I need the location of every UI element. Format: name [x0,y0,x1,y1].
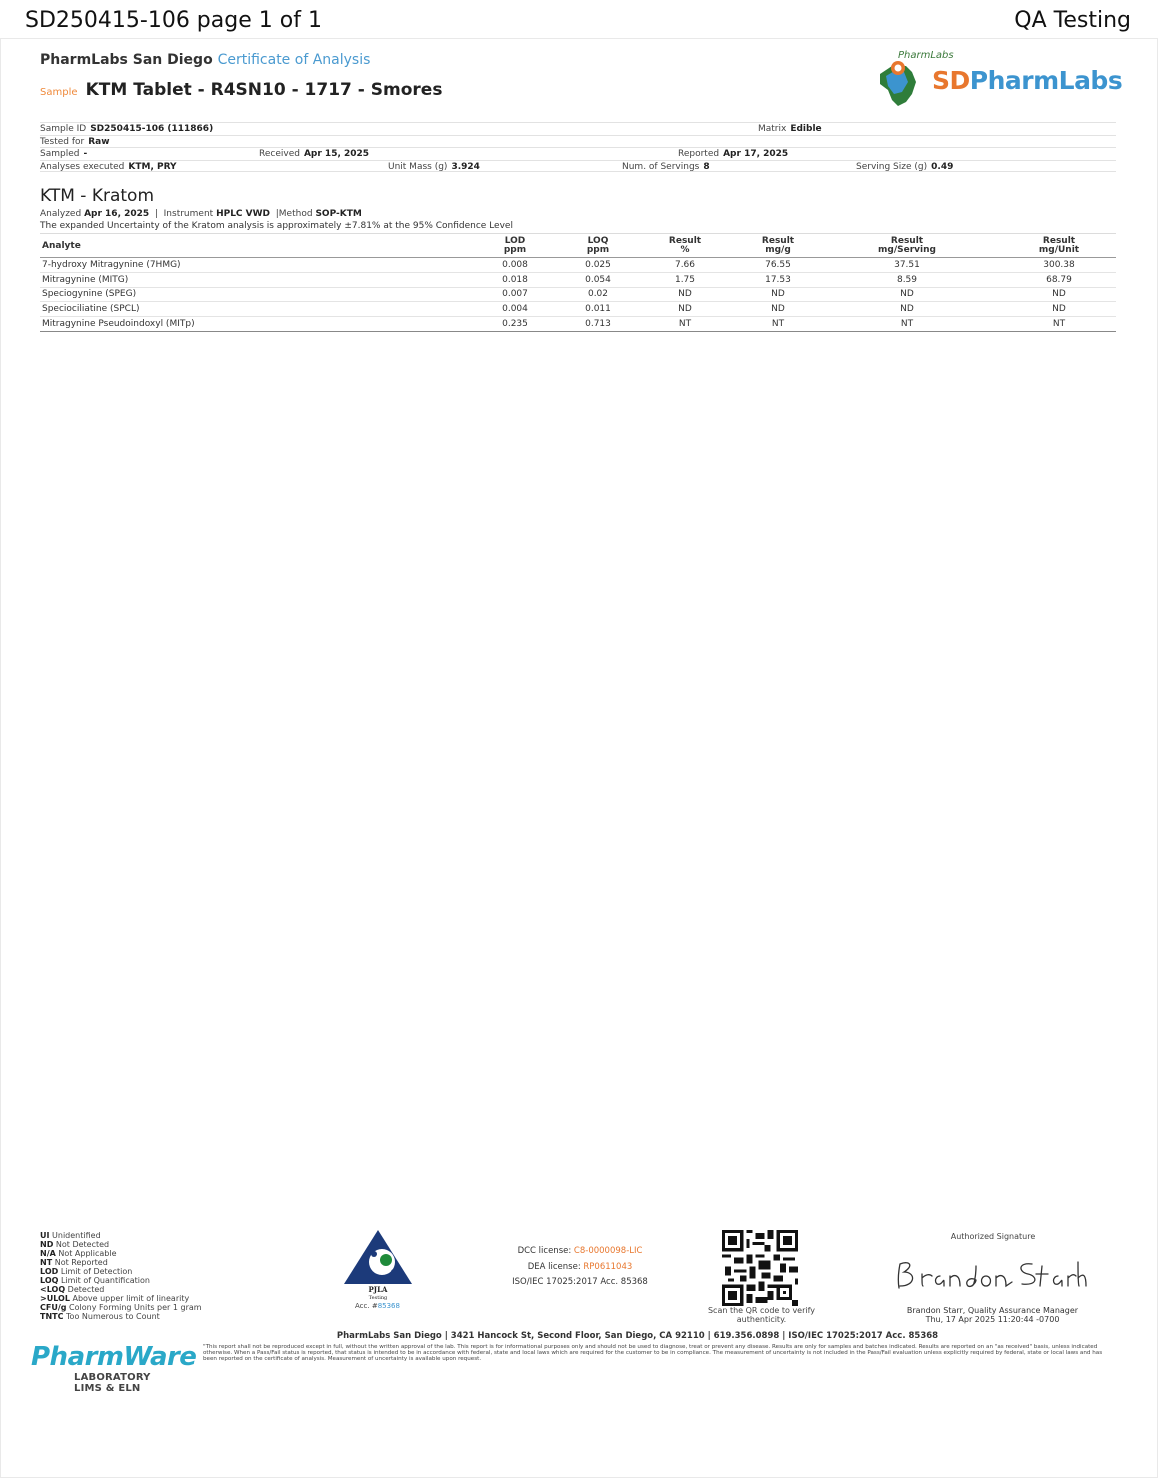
header-result-mgg: Result mg/g [744,234,812,258]
iso-accreditation: ISO/IEC 17025:2017 Acc. 85368 [512,1277,648,1287]
dea-license: DEA license: RP0611043 [527,1261,633,1272]
lod-value: 0.235 [460,317,570,332]
logo-sd: SD [932,66,970,95]
table-row [40,287,1116,302]
pharmware-logo [31,1342,197,1394]
sampled-field: Sampled - [40,149,88,159]
result-pct: NT [626,317,744,332]
header-result-mgserving: Result mg/Serving [812,234,1002,258]
result-mgg: 76.55 [744,258,812,273]
result-mgunit: 68.79 [1002,272,1116,287]
viewer-top-bar [0,0,1158,44]
sample-info-block [40,122,1116,172]
legend-item: LOQ Limit of Quantification [40,1276,150,1285]
info-row-tested-for [40,135,1116,148]
legend-item: N/A Not Applicable [40,1249,117,1258]
sample-id-field: Sample ID SD250415-106 (111866) [40,124,214,134]
legend-item: UI Unidentified [40,1231,101,1240]
handwritten-signature [892,1252,1092,1296]
header-loq: LOQ ppm [570,234,626,258]
sample-line [40,80,442,100]
loq-value: 0.713 [570,317,626,332]
info-row-analyses [40,160,1116,173]
analyte-name: Speciogynine (SPEG) [40,287,460,302]
result-pct: 7.66 [626,258,744,273]
pjla-name: PJLA [368,1285,388,1294]
document-page-title: SD250415-106 page 1 of 1 [25,8,322,33]
table-row [40,272,1116,287]
received-field: Received Apr 15, 2025 [259,149,370,159]
logo-wordmark [932,66,1122,95]
analysis-meta: Analyzed Apr 16, 2025 | Instrument HPLC VWD |Method SOP-KTM [40,209,362,219]
result-mgg: ND [744,302,812,317]
result-mgserving: ND [812,302,1002,317]
signature-image [892,1252,1092,1296]
result-mgserving: 8.59 [812,272,1002,287]
signature-label: Authorized Signature [950,1232,1036,1241]
sample-name: KTM Tablet - R4SN10 - 1717 - Smores [85,80,443,100]
signature-date: Thu, 17 Apr 2025 11:20:44 -0700 [925,1315,1060,1324]
analyte-name: Mitragynine Pseudoindoxyl (MITp) [40,317,460,332]
table-row [40,317,1116,332]
verification-qr-code[interactable] [722,1230,798,1306]
lab-name: PharmLabs San Diego [40,52,213,68]
lod-value: 0.008 [460,258,570,273]
info-row-sample-id [40,122,1116,135]
logo-arc-text: PharmLabs [898,50,954,61]
unit-mass-field: Unit Mass (g) 3.924 [388,161,480,172]
footer-address: PharmLabs San Diego | 3421 Hancock St, Second Floor, San Diego, CA 92110 | 619.356.0898 | ISO/IEC 17025:2017 Acc. 85368 [336,1331,939,1341]
lod-value: 0.007 [460,287,570,302]
result-mgserving: 37.51 [812,258,1002,273]
loq-value: 0.02 [570,287,626,302]
result-mgunit: 300.38 [1002,258,1116,273]
legend-item: TNTC Too Numerous to Count [40,1312,160,1321]
logo-pharmlabs: PharmLabs [969,66,1123,95]
result-mgserving: ND [812,287,1002,302]
matrix-field: Matrix Edible [758,124,822,134]
pjla-sub: Testing [368,1295,388,1301]
header-result-mgunit: Result mg/Unit [1002,234,1116,258]
sdpharmlabs-logo [872,50,1123,110]
legend-item: ND Not Detected [40,1240,110,1249]
pjla-triangle-icon [342,1228,414,1302]
footer-disclaimer: "This report shall not be reproduced except in full, without the written approval of the lab. This report is for informational purposes only and should not be used to diagnose, treat or prevent any disease. Results are only for samples and batches indicated. Results are reported on an "as received" basis, unless indicated otherwise. When a Pass/Fail status is reported, that status is intended to be in accordance with federal, state and local laws which are required for the customer to be in compliance. The measurement of uncertainty is not included in the Pass/Fail evaluation unless explicitly required by federal, state or local laws and has been reported on the certificate of analysis. Measurement of uncertainty is available upon request. [203,1344,1103,1363]
result-mgunit: ND [1002,287,1116,302]
signatory-name: Brandon Starr, Quality Assurance Manager [906,1306,1079,1315]
header-result-pct: Result % [626,234,744,258]
section-title: KTM - Kratom [40,186,155,206]
legend-item: <LOQ Detected [40,1285,105,1294]
analyte-name: Mitragynine (MITG) [40,272,460,287]
license-block [470,1244,690,1291]
signatory [890,1306,1095,1324]
qr-caption: Scan the QR code to verify authenticity. [707,1306,816,1324]
result-pct: 1.75 [626,272,744,287]
pjla-acc-number: Acc. #85368 [355,1302,400,1310]
table-header-row [40,234,1116,258]
legend-item: NT Not Reported [40,1258,108,1267]
tested-for-field: Tested for Raw [40,136,110,147]
lab-header [40,52,370,68]
uncertainty-note: The expanded Uncertainty of the Kratom analysis is approximately ±7.81% at the 95% Confidence Level [40,221,513,231]
qa-testing-title: QA Testing [1014,8,1131,33]
loq-value: 0.054 [570,272,626,287]
analyte-name: 7-hydroxy Mitragynine (7HMG) [40,258,460,273]
serving-size-field: Serving Size (g) 0.49 [856,161,954,172]
info-row-dates [40,147,1116,160]
table-row [40,302,1116,317]
result-mgg: 17.53 [744,272,812,287]
coa-title: Certificate of Analysis [217,52,371,68]
legend-item: >ULOL Above upper limit of linearity [40,1294,190,1303]
servings-field: Num. of Servings 8 [622,161,710,172]
pharmware-tagline: LABORATORY LIMS & ELN [74,1372,151,1394]
results-table [40,233,1116,332]
loq-value: 0.011 [570,302,626,317]
result-mgunit: ND [1002,302,1116,317]
result-mgg: ND [744,287,812,302]
result-mgunit: NT [1002,317,1116,332]
reported-field: Reported Apr 17, 2025 [678,149,789,159]
analyte-name: Speciociliatine (SPCL) [40,302,460,317]
header-lod: LOD ppm [460,234,570,258]
abbreviation-legend [40,1231,202,1321]
dcc-license: DCC license: C8-0000098-LIC [517,1246,643,1256]
lod-value: 0.004 [460,302,570,317]
result-mgserving: NT [812,317,1002,332]
header-analyte: Analyte [40,234,460,258]
analyses-field: Analyses executed KTM, PRY [40,161,177,172]
table-row [40,258,1116,273]
sample-tag: Sample [40,87,78,98]
qr-code-icon [722,1230,798,1306]
result-mgg: NT [744,317,812,332]
result-pct: ND [626,287,744,302]
result-pct: ND [626,302,744,317]
pharmware-wordmark: PharmWare [31,1342,197,1372]
legend-item: CFU/g Colony Forming Units per 1 gram [40,1303,202,1312]
lod-value: 0.018 [460,272,570,287]
legend-item: LOD Limit of Detection [40,1267,133,1276]
loq-value: 0.025 [570,258,626,273]
